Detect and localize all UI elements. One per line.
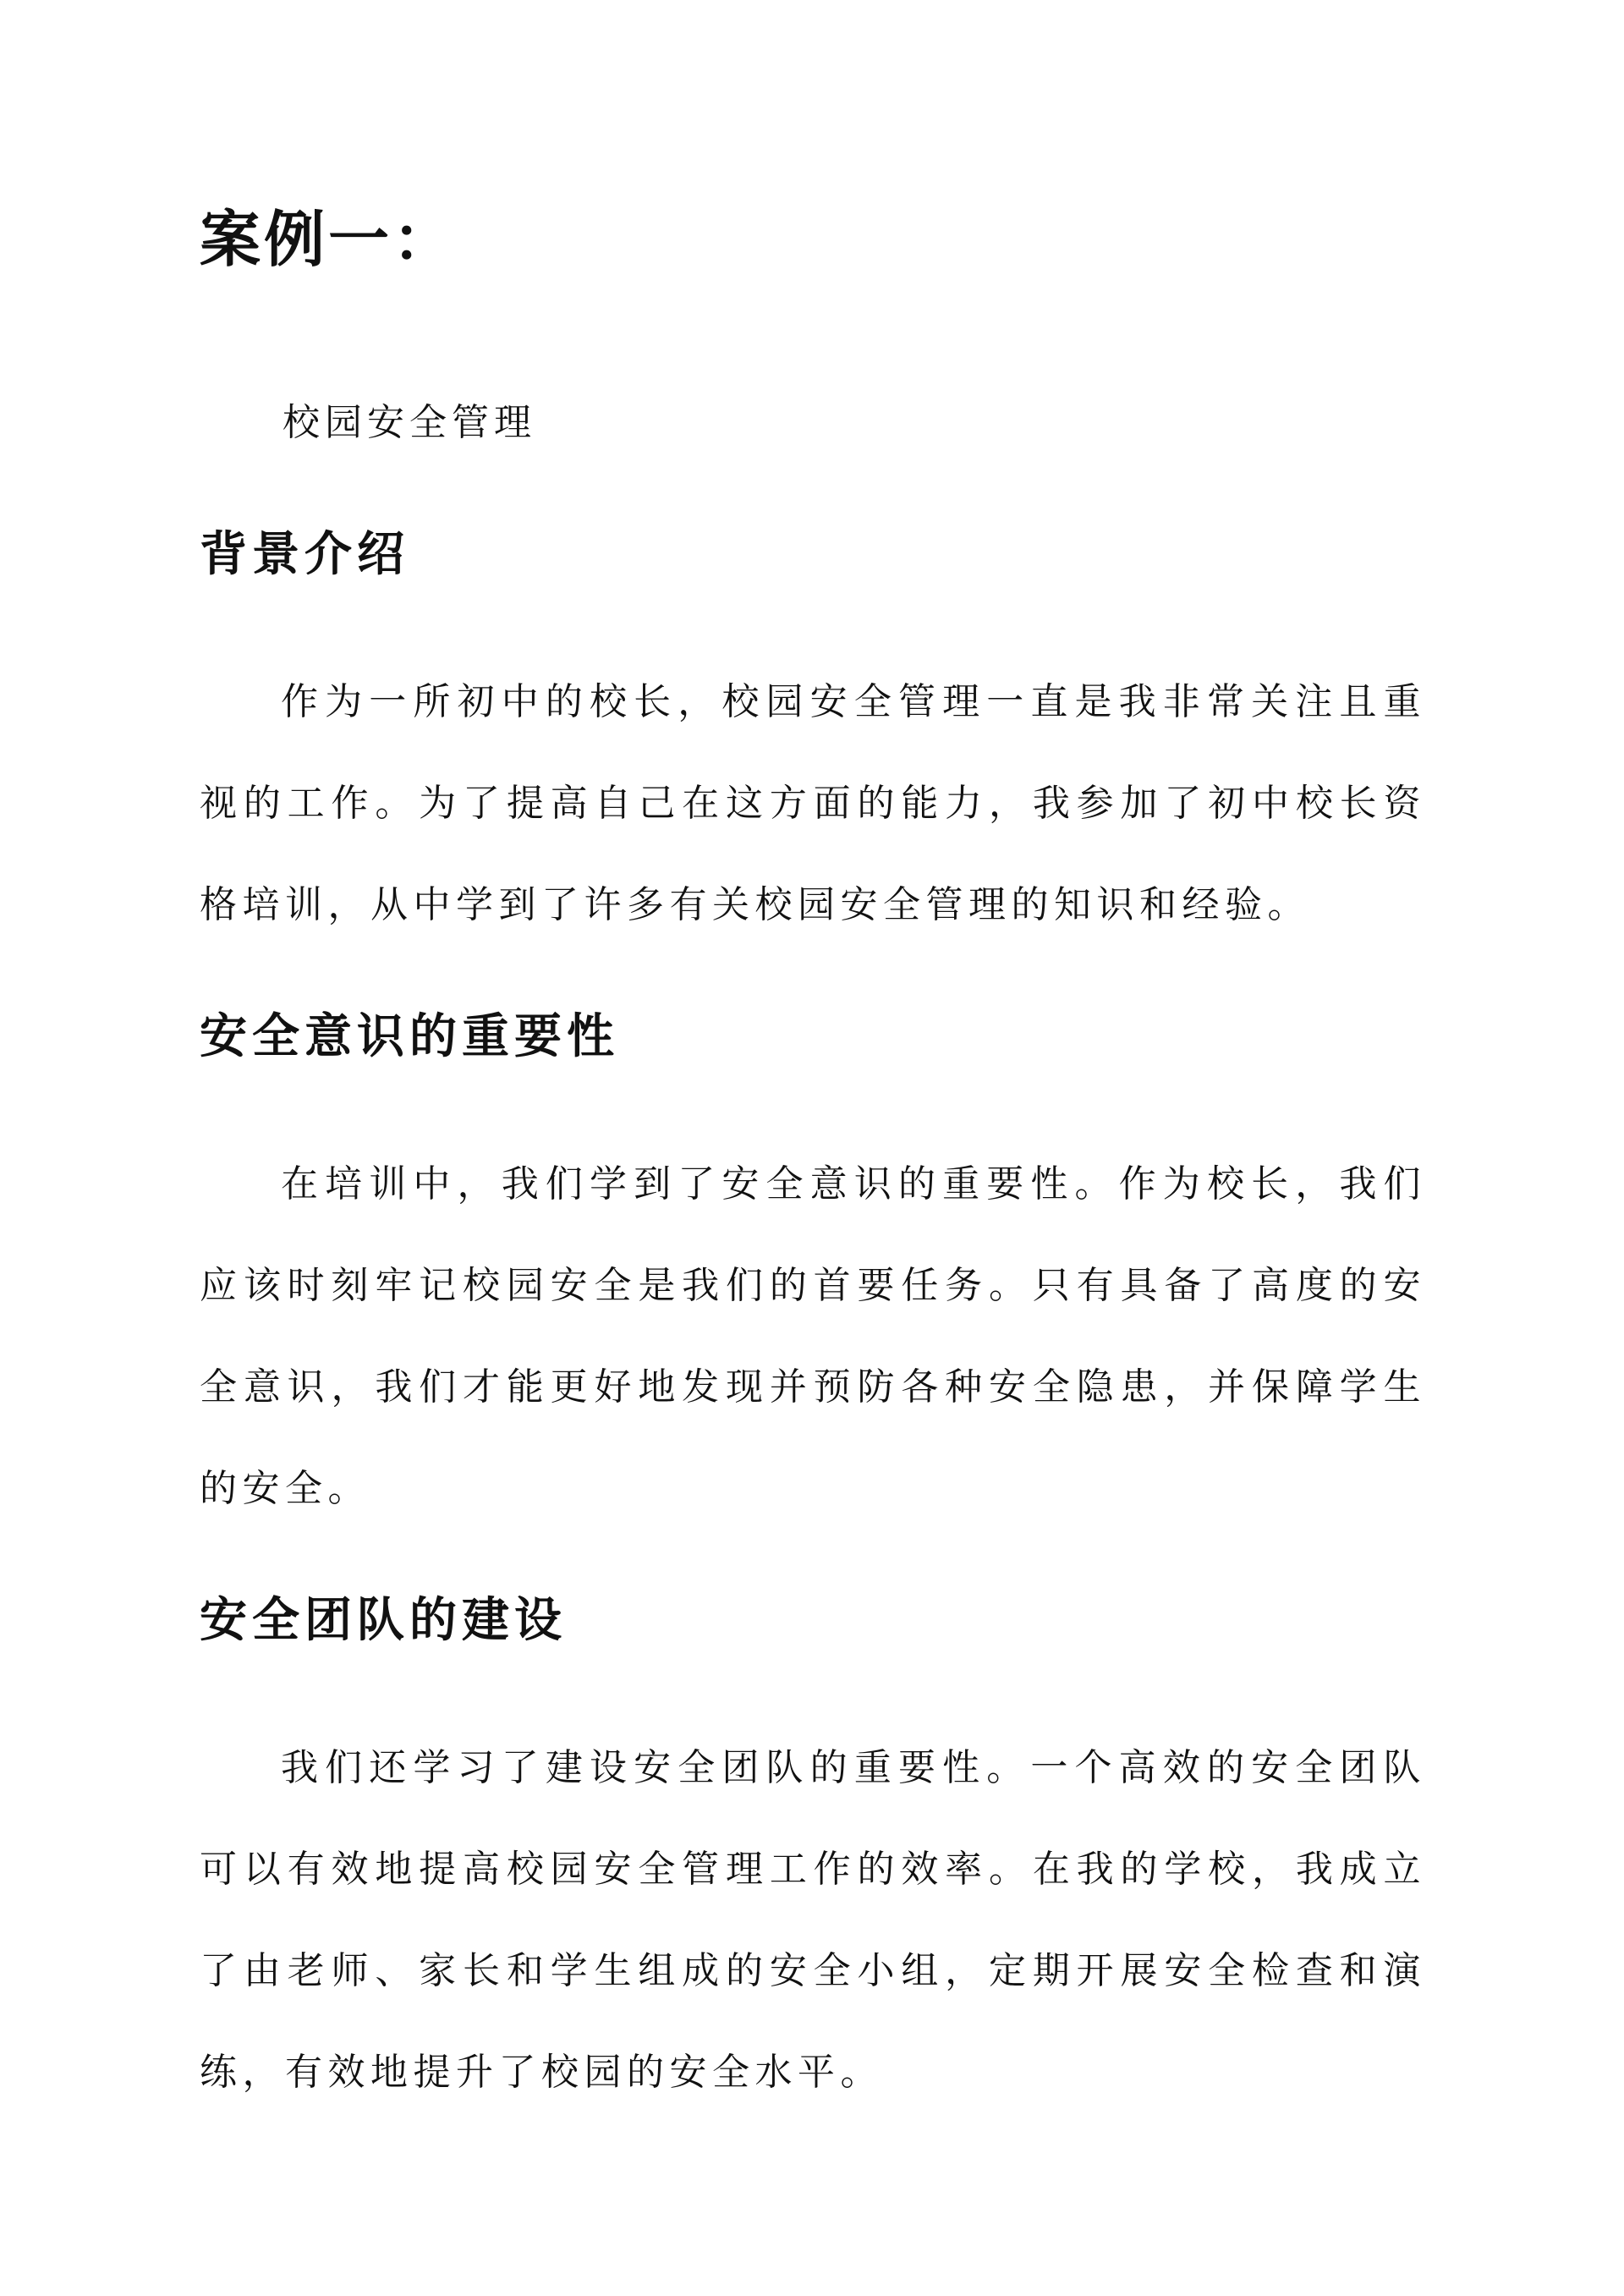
section-heading-background: 背景介绍 xyxy=(200,526,409,582)
section-paragraph-safety-team: 我们还学习了建设安全团队的重要性。一个高效的安全团队可以有效地提高校园安全管理工作的效率。在我的学校，我成立了由老师、家长和学生组成的安全小组，定期开展安全检查和演练，有效地提升了校园的安全水平。 xyxy=(200,1746,1426,2094)
document-subtitle: 校园安全管理 xyxy=(283,401,536,444)
section-heading-safety-team: 安全团队的建设 xyxy=(200,1592,567,1648)
section-heading-safety-awareness: 安全意识的重要性 xyxy=(200,1008,619,1064)
section-paragraph-safety-awareness: 在培训中，我们学到了安全意识的重要性。作为校长，我们应该时刻牢记校园安全是我们的首要任务。只有具备了高度的安全意识，我们才能更好地发现并预防各种安全隐患，并保障学生的安全。 xyxy=(200,1162,1426,1510)
section-paragraph-background: 作为一所初中的校长，校园安全管理一直是我非常关注且重视的工作。为了提高自己在这方面的能力，我参加了初中校长资格培训，从中学到了许多有关校园安全管理的知识和经验。 xyxy=(200,680,1426,926)
page-title: 案例一： xyxy=(200,203,458,275)
